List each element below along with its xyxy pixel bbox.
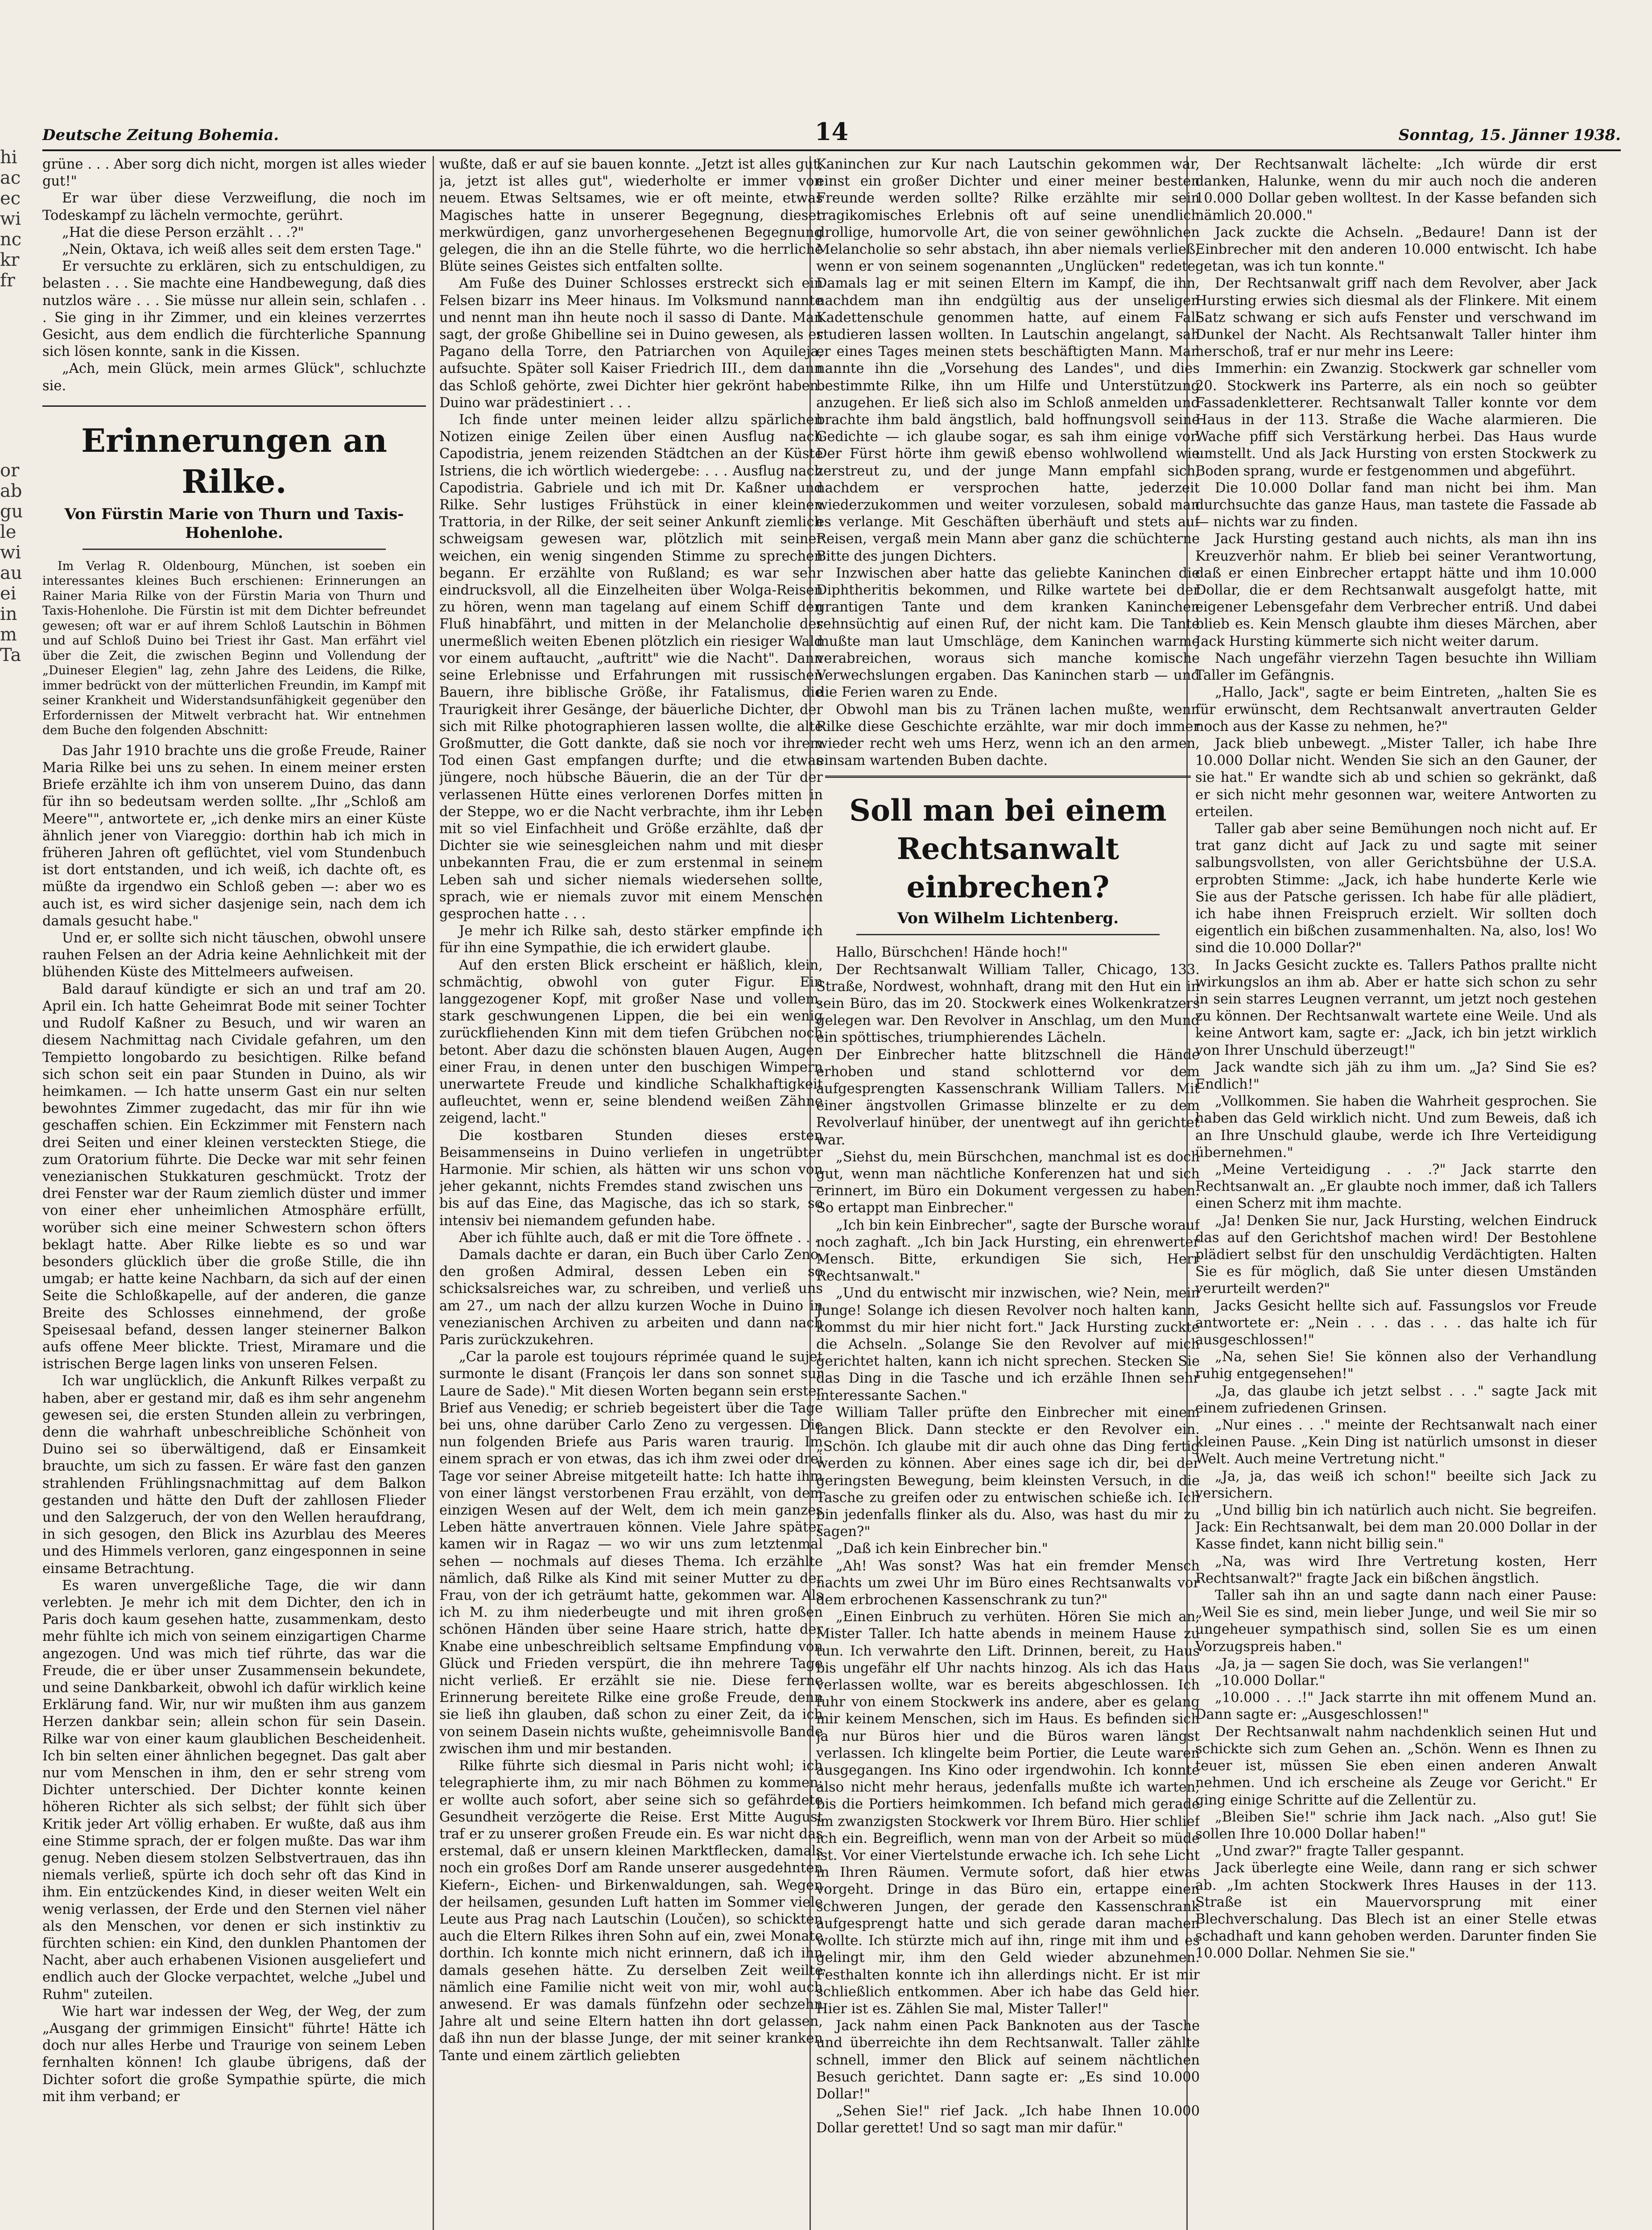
paragraph: Ich war unglücklich, die Ankunft Rilkes verpaßt zu haben, aber er gestand mir, daß es ihm sehr angenehm gewesen sei, die ersten Stunden allein zu verbringen, denn die wahrhaft unbeschreibliche Schönheit von Duino sei so überwältigend, daß er Einsamkeit brauchte, um sich zu fassen. Er wäre fast den ganzen strahlenden Frühlingsnachmittag auf dem Balkon gestanden und hätte den Duft der zahllosen Flieder und den Salzgeruch, der von den Wellen heraufdrang, in sich gesogen, den Blick ins Azurblau des Meeres und des Himmels verloren, ganz eingesponnen in seine einsame Betrachtung. — [42, 1373, 426, 1577]
paragraph: Damals dachte er daran, ein Buch über Carlo Zeno, den großen Admiral, dessen Leben ein so schicksalsreiches war, zu schreiben, und verließ uns am 27., um nach der allzu kurzen Woche in Duino in venezianischen Archiven zu arbeiten und dann nach Paris zurückzukehren. — [439, 1247, 823, 1348]
paragraph: Das Jahr 1910 brachte uns die große Freude, Rainer Maria Rilke bei uns zu sehen. In einem meiner ersten Briefe erzählte ich ihm von unserem Duino, das dann für ihn so bedeutsam werden sollte. „Ihr „Schloß am Meere"", antwortete er, „ich denke mirs an einer Küste ähnlich jener von Viareggio: dorthin hab ich mich in früheren Jahren oft geflüchtet, viel vom Stundenbuch ist dort entstanden, und ich weiß, ich dachte oft, es müßte da irgendwo ein Schloß geben —: aber wo es auch ist, es wird sicher dasjenige sein, nach dem ich damals gesucht habe." — [42, 743, 426, 929]
paragraph: „Bleiben Sie!" schrie ihm Jack nach. „Also gut! Sie sollen Ihre 10.000 Dollar haben!" — [1195, 1809, 1597, 1842]
paragraph: Jack nahm einen Pack Banknoten aus der Tasche und überreichte ihn dem Rechtsanwalt. Taller zählte schnell, immer den Blick auf seinem nächtlichen Besuch gerichtet. Dann sagte er: „Es sind 10.000 Dollar!" — [816, 2018, 1200, 2102]
paragraph: Inzwischen aber hatte das geliebte Kaninchen die Diphtheritis bekommen, und Rilke wartete bei der grantigen Tante und dem kranken Kaninchen sehnsüchtig auf einen Ruf, der nicht kam. Die Tante mußte man laut Umschläge, dem Kaninchen warme verabreichen, woraus sich manche komische Verwechslungen ergaben. Das Kaninchen starb — und die Ferien waren zu Ende. — [816, 565, 1200, 701]
paragraph: Jack wandte sich jäh zu ihm um. „Ja? Sind Sie es? Endlich!" — [1195, 1059, 1597, 1092]
paragraph: Ich finde unter meinen leider allzu spärlichen Notizen einige Zeilen über einen Ausflug nach Capodistria, jenem reizenden Städtchen an der Küste Istriens, die ich wörtlich wiedergebe: . . . Ausflug nach Capodistria. Gabriele und ich mit Dr. Kaßner und Rilke. Sehr lustiges Frühstück in einer kleinen Trattoria, in der Rilke, der seit seiner Ankunft ziemlich schweigsam gewesen war, plötzlich mit seiner weichen, ein wenig singenden Stimme zu sprechen begann. Er erzählte von Rußland; es war sehr eindrucksvoll, all die Einzelheiten über Wolga-Reisen zu hören, wenn man tagelang auf einem Schiff den Fluß hinabfährt, und mitten in der Melancholie der unermeßlich weiten Ebenen plötzlich ein riesiger Wald vor einem auftaucht, „auftritt" wie die Nacht". Dann seine Erlebnisse und Erfahrungen mit russischen Bauern, ihre biblische Größe, ihr Fatalismus, die Traurigkeit ihrer Gesänge, der bäuerliche Dichter, der sich mit Rilke photographieren lassen wollte, die alte Großmutter, die Gott dankte, daß sie noch vor ihrem Tod einen Gast empfangen durfte; und die etwas jüngere, noch hübsche Bäuerin, die an der Tür der verlassenen Hütte eines verlorenen Dorfes mitten in der Steppe, wo er die Nacht verbrachte, ihm ihr Leben mit so viel Einfachheit und Größe erzählte, daß der Dichter sie wie seinesgleichen nahm und mit dieser unbekannten Frau, die er zum erstenmal in seinem Leben sah und sicher niemals wiedersehen sollte, sprach, wie er niemals zuvor mit einem Menschen gesprochen hatte . . . — [439, 412, 823, 922]
paragraph: Jack blieb unbewegt. „Mister Taller, ich habe Ihre 10.000 Dollar nicht. Wenden Sie sich an den Gauner, der sie hat." Er wandte sich ab und schien so gekränkt, daß er sich nicht mehr gesonnen war, weitere Antworten zu erteilen. — [1195, 735, 1597, 820]
paragraph: „Sehen Sie!" rief Jack. „Ich habe Ihnen 10.000 Dollar gerettet! Und so sagt man mir dafür." — [816, 2103, 1200, 2136]
column-2 — [439, 156, 823, 2230]
paragraph: „Ja, das glaube ich jetzt selbst . . ." sagte Jack mit einem zufriedenen Grinsen. — [1195, 1383, 1597, 1416]
paragraph: wußte, daß er auf sie bauen konnte. „Jetzt ist alles gut, ja, jetzt ist alles gut", wiederholte er immer von neuem. Etwas Seltsames, wie er oft meinte, etwas Magisches hatte in unserer Begegnung, dieser merkwürdigen, ganz unvorhergesehenen Begegnung gelegen, die ihn an die Stelle führte, wo die herrliche Blüte seines Geistes sich entfalten sollte. — [439, 157, 823, 275]
paragraph: Rilke führte sich diesmal in Paris nicht wohl; ich telegraphierte ihm, zu mir nach Böhmen zu kommen: er wollte auch sofort, aber seine sich so gefährdete Gesundheit verzögerte die Reise. Erst Mitte August traf er zu unserer großen Freude ein. Es war nicht das erstemal, daß er unsern kleinen Marktflecken, damals noch ein großes Dorf am Rande unserer ausgedehnten Kiefern-, Eichen- und Birkenwaldungen, sah. Wegen der heilsamen, gesunden Luft hatten im Sommer viele Leute aus Prag nach Lautschin (Loučen), so schickten auch die Eltern Rilkes ihren Sohn auf ein, zwei Monate dorthin. Ich konnte mich nicht erinnern, daß ich ihn damals gesehen hätte. Zu derselben Zeit weilte nämlich eine Familie nicht weit von mir, wohl auch anwesend. Er was damals fünfzehn oder sechzehn Jahre alt und seine Eltern hatten ihn dort gelassen, daß ihn nun der blasse Junge, der mit seiner kranken Tante und einem zärtlich geliebten — [439, 1758, 823, 2064]
bleed-fragment: ec — [0, 188, 21, 209]
paragraph: Wie hart war indessen der Weg, der Weg, der zum „Ausgang der grimmigen Einsicht" führte! Hätte ich doch nur alles Herbe und Traurige von seinem Leben fernhalten können! Ich glaube übrigens, daß der Dichter sofort die große Sympathie spürte, die mich mit ihm verband; er — [42, 2003, 426, 2105]
article-divider — [825, 776, 1191, 778]
bleed-fragment: gu — [0, 501, 23, 522]
paragraph: „10.000 Dollar." — [1215, 1673, 1326, 1689]
bleed-fragment: le — [0, 522, 17, 542]
paragraph: „Hat die diese Person erzählt . . .?" — [62, 224, 304, 240]
paragraph: William Taller prüfte den Einbrecher mit einem langen Blick. Dann steckte er den Revolver ein. „Schön. Ich glaube mit dir auch ohne das Ding fertig werden zu können. Aber eines sage ich dir, bei der geringsten Bewegung, beim kleinsten Versuch, in die Tasche zu greifen oder zu entwischen schieße ich. Ich bin jedenfalls flinker als du. Also, was hast du mir zu sagen?" — [816, 1404, 1200, 1540]
paragraph: „Ja! Denken Sie nur, Jack Hursting, welchen Eindruck das auf den Gerichtshof machen wird! Der Bestohlene plädiert selbst für den unschuldig Verdächtigten. Halten Sie es für möglich, daß Sie unter diesen Umständen verurteilt werden?" — [1195, 1213, 1597, 1297]
bleed-fragment: fr — [0, 270, 15, 291]
article-intro: Im Verlag R. Oldenbourg, München, ist soeben ein interessantes kleines Buch erschienen: Erinnerungen an Rainer Maria Rilke von der Fürstin Maria von Thurn und Taxis-Hohenlohe. Die Fürstin ist mit dem Dichter befreundet gewesen; oft war er auf ihrem Schloß Lautschin in Böhmen und auf Schloß Duino bei Triest ihr Gast. Man erfährt viel über die Zeit, die zwischen Beginn und Vollendung der „Duineser Elegien" lag, zehn Jahre des Leidens, die Rilke, immer bedrückt von der mütterlichen Freundin, im Kampf mit seiner Krankheit und Widerstandsunfähigkeit gegenüber den Erfordernissen der Mitwelt verbracht hat. Wir entnehmen dem Buche den folgenden Abschnitt: — [42, 559, 426, 738]
paragraph: „Na, sehen Sie! Sie können also der Verhandlung ruhig entgegensehen!" — [1195, 1349, 1597, 1382]
article-title-rechtsanwalt: Soll man bei einem Rechtsanwalt einbrechen? — [849, 793, 1167, 905]
paragraph: Jack Hursting gestand auch nichts, als man ihn ins Kreuzverhör nahm. Er blieb bei seiner Verantwortung, daß er einen Einbrecher ertappt hätte und ihm 10.000 Dollar, die er dem Rechtsanwalt ausgefolgt hatte, mit eigener Lebensgefahr dem Verbrecher entriß. Und dabei blieb es. Kein Mensch glaubte ihm dieses Märchen, aber Jack Hursting kümmerte sich nicht weiter darum. — [1195, 531, 1597, 649]
paragraph: „Nein, Oktava, ich weiß alles seit dem ersten Tage." — [62, 242, 422, 258]
paragraph: In Jacks Gesicht zuckte es. Tallers Pathos prallte nicht wirkungslos an ihm ab. Aber er hatte sich schon zu sehr in sein starres Leugnen verrannt, um jetzt noch gestehen zu können. Der Rechtsanwalt wartete eine Weile. Und als keine Antwort kam, sagte er: „Jack, ich bin jetzt wirklich von Ihrer Unschuld überzeugt!" — [1195, 957, 1597, 1058]
story-continuation: grüne . . . Aber sorg dich nicht, morgen ist alles wieder gut!" — [42, 157, 426, 190]
paragraph: „Na, was wird Ihre Vertretung kosten, Herr Rechtsanwalt?" fragte Jack ein bißchen ängstlich. — [1195, 1553, 1597, 1586]
bleed-fragment: nc — [0, 229, 22, 250]
paragraph: Je mehr ich Rilke sah, desto stärker empfinde ich für ihn eine Sympathie, die ich erwidert glaube. — [439, 923, 823, 956]
column-4 — [1195, 156, 1597, 2230]
paragraph: Jack überlegte eine Weile, dann rang er sich schwer ab. „Im achten Stockwerk Ihres Hauses in der 113. Straße ist ein Mauervorsprung mit einer Blechverschalung. Das Blech ist an einer Stelle etwas schadhaft und kann gehoben werden. Darunter finden Sie 10.000 Dollar. Nehmen Sie sie." — [1195, 1860, 1597, 1962]
paragraph: „Ich bin kein Einbrecher", sagte der Bursche worauf noch zaghaft. „Ich bin Jack Hursting, ein ehrenwerter Mensch. Bitte, erkundigen Sie sich, Herr Rechtsanwalt." — [816, 1217, 1200, 1284]
paragraph: Er versuchte zu erklären, sich zu entschuldigen, zu belasten . . . Sie machte eine Handbewegung, daß dies nutzlos wäre . . . Sie müsse nur allein sein, schlafen . . . Sie ging in ihr Zimmer, und ein kleines verzerrtes Gesicht, aus dem endlich die fürchterliche Spannung sich lösen konnte, sank in die Kissen. — [42, 259, 426, 360]
bleed-fragment: m — [0, 624, 17, 645]
paragraph: „Siehst du, mein Bürschchen, manchmal ist es doch gut, wenn man nächtliche Konferenzen hat und sich erinnert, im Büro ein Dokument vergessen zu haben. So ertappt man Einbrecher." — [816, 1149, 1200, 1216]
paragraph: Bald darauf kündigte er sich an und traf am 20. April ein. Ich hatte Geheimrat Bode mit seiner Tochter und Rudolf Kaßner zu Besuch, und wir waren an diesem Nachmittag nach Cividale gefahren, um den Tempietto longobardo zu besichtigen. Rilke befand sich schon seit ein paar Stunden in Duino, als wir heimkamen. — Ich hatte unserm Gast ein nur selten bewohntes Zimmer zugedacht, das mir für ihn wie geschaffen schien. Ein Eckzimmer mit Fenstern nach drei Seiten und einer kleinen versteckten Stiege, die zum Oratorium führte. Die Decke war mit sehr feinen venezianischen Stukkaturen geschmückt. Trotz der drei Fenster war der Raum ziemlich düster und immer von einer eher unheimlichen Atmosphäre erfüllt, worüber sich eine meiner Schwestern schon öfters beklagt hatte. Aber Rilke liebte es so und war besonders glücklich über die große Stille, die ihn umgab; er hatte keine Nachbarn, da sich auf der einen Seite die Schloßkapelle, auf der anderen, die ganze Breite des Schlosses einnehmend, der große Speisesaal befand, dessen langer steinerner Balkon aufs offene Meer blickte. Triest, Miramare und die istrischen Berge lagen links von unseren Felsen. — [42, 981, 426, 1372]
paragraph: „Vollkommen. Sie haben die Wahrheit gesprochen. Sie haben das Geld wirklich nicht. Und zum Beweis, daß ich an Ihre Unschuld glaube, werde ich Ihre Verteidigung übernehmen." — [1195, 1094, 1597, 1160]
paragraph: „Nur eines . . ." meinte der Rechtsanwalt nach einer kleinen Pause. „Kein Ding ist natürlich umsonst in dieser Welt. Auch meine Vertretung nicht." — [1195, 1417, 1597, 1467]
paragraph: „Und zwar?" fragte Taller gespannt. — [1215, 1843, 1465, 1859]
article-byline: Von Wilhelm Lichtenberg. — [897, 909, 1119, 928]
paragraph: Am Fuße des Duiner Schlosses erstreckt sich ein Felsen bizarr ins Meer hinaus. Im Volksmund nannte und nennt man ihn heute noch il sasso di Dante. Man sagt, der große Ghibelline sei in Duino gewesen, als er Pagano della Torre, den Patriarchen von Aquileja, aufsuchte. Später soll Kaiser Friedrich III., dem dann das Schloß gehörte, zwei Dichter hier gekrönt haben. Duino war prädestiniert . . . — [439, 276, 823, 411]
paragraph: Der Rechtsanwalt William Taller, Chicago, 133. Straße, Nordwest, wohnhaft, drang mit den Hut ein in sein Büro, das im 20. Stockwerk eines Wolkenkratzers gelegen war. Den Revolver in Anschlag, um den Mund ein spöttisches, triumphierendes Lächeln. — [816, 962, 1200, 1046]
column-1 — [42, 156, 426, 2230]
paragraph: Der Rechtsanwalt lächelte: „Ich würde dir erst danken, Halunke, wenn du mir auch noch die anderen 10.000 Dollar geben wolltest. In der Kasse befanden sich nämlich 20.000." — [1195, 157, 1597, 223]
bleed-fragment: wi — [0, 542, 21, 563]
paragraph: Hallo, Bürschchen! Hände hoch!" — [836, 945, 1068, 961]
paragraph: Jacks Gesicht hellte sich auf. Fassungslos vor Freude antwortete er: „Nein . . . das . . . das halte ich für ausgeschlossen!" — [1195, 1298, 1597, 1348]
paragraph: Der Einbrecher hatte blitzschnell die Hände erhoben und stand schlotternd vor dem aufgesprengten Kassenschrank William Tallers. Mit einer ängstvollen Grimasse blinzelte er zu dem Revolverlauf hinüber, der unentwegt auf ihn gerichtet war. — [816, 1047, 1200, 1148]
paragraph: „Und billig bin ich natürlich auch nicht. Sie begreifen. Jack: Ein Rechtsanwalt, bei dem man 20.000 Dollar in der Kasse findet, kann nicht billig sein." — [1195, 1503, 1597, 1553]
paragraph: „Hallo, Jack", sagte er beim Eintreten, „halten Sie es für erwünscht, dem Rechtsanwalt anvertrauten Gelder noch aus der Kasse zu nehmen, he?" — [1195, 685, 1597, 735]
bleed-fragment: ei — [0, 583, 17, 604]
page-header — [42, 114, 1621, 151]
paragraph: Kaninchen zur Kur nach Lautschin gekommen war, einst ein großer Dichter und einer meiner besten Freunde werden sollte? Rilke erzählte mir sein tragikomisches Erlebnis oft auf seine unendlich drollige, humorvolle Art, die von seiner gewöhnlichen Melancholie so sehr abstach, ihn aber niemals verließ, wenn er von seinem sogenannten „Unglücken" redete. Damals lag er mit seinen Eltern im Kampf, die ihn, nachdem man ihn endgültig aus der unseligen Kadettenschule genommen hatte, auf einem Fall studieren lassen wollten. In Lautschin angelangt, sah er eines Tages meinen stets beschäftigten Mann. Man nannte ihn die „Vorsehung des Landes", und dies bestimmte Rilke, ihn um Hilfe und Unterstützung anzugehen. Er ließ sich also im Schloß anmelden und brachte ihm bald ängstlich, bald hoffnungsvoll seine Gedichte — ich glaube sogar, es sah ihm einige vor. Der Fürst hörte ihm gewiß ebenso wohlwollend wie zerstreut zu, und der junge Mann empfahl sich, nachdem er versprochen hatte, jederzeit wiederzukommen und weiter vorzulesen, sobald man es verlange. Mit Geschäften überhäuft und stets auf Reisen, vergaß mein Mann aber ganz die schüchterne Bitte des jungen Dichters. — [816, 157, 1200, 564]
column-rule — [433, 156, 434, 2230]
paragraph: Es waren unvergeßliche Tage, die wir dann verlebten. Je mehr ich mit dem Dichter, den ich in Paris doch kaum gesehen hatte, zusammenkam, desto mehr fühlte ich mich von seinem einzigartigen Charme angezogen. Und was mich tief rührte, das war die Freude, die er über unser Zusammensein bekundete, und seine Dankbarkeit, obwohl ich dafür wirklich keine Erklärung fand. Wir, nur wir mußten ihm aus ganzem Herzen dankbar sein; allein schon für sein Dasein. Rilke war von einer kaum glaublichen Bescheidenheit. Ich bin selten einer ähnlichen begegnet. Das galt aber nur vom Menschen in ihm, den er sehr streng vom Dichter unterschied. Der Dichter konnte keinen höheren Richter als sich selbst; der fühlt sich über Kritik jeder Art völlig erhaben. Er wußte, daß aus ihm eine Stimme sprach, der er folgen mußte. Das war ihm genug. Neben diesem stolzen Selbstvertrauen, das ihn niemals verließ, spürte ich doch sehr oft das Kind in ihm. Ein entzückendes Kind, in dieser weiten Welt ein wenig verlassen, der Erde und den Sternen viel näher als den Menschen, vor denen er sich instinktiv zu fürchten schien: ein Kind, den dunklen Phantomen der Nacht, aber auch erhabenen Visionen ausgeliefert und endlich auch der Glocke verpachtet, welche „Jubel und Ruhm" zuteilen. — [42, 1578, 426, 2003]
article-divider — [42, 405, 426, 407]
paragraph: Der Rechtsanwalt nahm nachdenklich seinen Hut und schickte sich zum Gehen an. „Schön. Wenn es Ihnen zu teuer ist, müssen Sie eben einen anderen Anwalt nehmen. Und ich erscheine als Zeuge vor Gericht." Er ging einige Schritte auf die Zellentür zu. — [1195, 1724, 1597, 1808]
page-number: 14 — [814, 117, 849, 146]
newspaper-name: Deutsche Zeitung Bohemia. — [42, 126, 279, 144]
paragraph: Er war über diese Verzweiflung, die noch im Todeskampf zu lächeln vermochte, gerührt. — [42, 190, 426, 223]
bleed-fragment: ac — [0, 168, 21, 188]
previous-page-bleed — [0, 147, 31, 665]
paragraph: Die 10.000 Dollar fand man nicht bei ihm. Man durchsuchte das ganze Haus, man tastete die Fassade ab — nichts war zu finden. — [1195, 480, 1597, 530]
paragraph: Und er, er sollte sich nicht täuschen, obwohl unsere rauhen Felsen an der Adria keine Aehnlichkeit mit der blühenden Küste des Mittelmeers aufweisen. — [42, 930, 426, 980]
paragraph: Jack zuckte die Achseln. „Bedaure! Dann ist der Einbrecher mit den anderen 10.000 entwischt. Ich habe getan, was ich tun konnte." — [1195, 224, 1597, 275]
paragraph: „Ah! Was sonst? Was hat ein fremder Mensch nachts um zwei Uhr im Büro eines Rechtsanwalts vor dem erbrochenen Kassenschrank zu tun?" — [816, 1558, 1200, 1608]
paragraph: Nach ungefähr vierzehn Tagen besuchte ihn William Taller im Gefängnis. — [1195, 650, 1597, 684]
paragraph: „Meine Verteidigung . . .?" Jack starrte den Rechtsanwalt an. „Er glaubte noch immer, daß ich Tallers einen Scherz mit ihm machte. — [1195, 1161, 1597, 1212]
paragraph: Obwohl man bis zu Tränen lachen mußte, wenn Rilke diese Geschichte erzählte, war mir doch immer wieder recht weh ums Herz, wenn ich an den armen, einsam wartenden Buben dachte. — [816, 702, 1200, 769]
issue-date: Sonntag, 15. Jänner 1938. — [1398, 126, 1621, 144]
paragraph: „Ja, ja, das weiß ich schon!" beeilte sich Jack zu versichern. — [1195, 1468, 1597, 1501]
paragraph: Aber ich fühlte auch, daß er mit die Tore öffnete . . . — [459, 1230, 819, 1246]
byline-divider — [856, 934, 1160, 935]
paragraph: Immerhin: ein Zwanzig. Stockwerk gar schneller vom 20. Stockwerk ins Parterre, als ein noch so geübter Fassadenkletterer. Rechtsanwalt Taller konnte vor dem Haus in der 113. Straße die Wache alarmieren. Die Wache pfiff sich Verstärkung herbei. Das Haus wurde umstellt. Und als Jack Hursting von ersten Stockwerk zu Boden sprang, wurde er festgenommen und abgeführt. — [1195, 361, 1597, 479]
paragraph: Der Rechtsanwalt griff nach dem Revolver, aber Jack Hursting erwies sich diesmal als der Flinkere. Mit einem Satz schwang er sich aufs Fenster und verschwand im Dunkel der Nacht. Als Rechtsanwalt Taller hinter ihm herschoß, traf er nur mehr ins Leere: — [1195, 276, 1597, 360]
bleed-fragment: or — [0, 460, 20, 481]
paragraph: Die kostbaren Stunden dieses ersten Beisammenseins in Duino verliefen in ungetrübter Harmonie. Mir schien, als hätten wir uns schon von jeher gekannt, nichts Fremdes stand zwischen uns — bis auf das Eine, das Magische, das ich so stark, so intensiv bei niemandem gefunden habe. — [439, 1127, 823, 1229]
paragraph: Taller sah ihn an und sagte dann nach einer Pause: „Weil Sie es sind, mein lieber Junge, und weil Sie mir so ungeheuer sympathisch sind, sollen Sie es um einen Vorzugspreis haben." — [1195, 1588, 1597, 1655]
bleed-fragment: Ta — [0, 645, 21, 665]
bleed-fragment: in — [0, 604, 17, 624]
paragraph: Taller gab aber seine Bemühungen noch nicht auf. Er trat ganz dicht auf Jack zu und sagte mit seiner salbungsvollsten, von aller Gerichtsbühne der U.S.A. erprobten Stimme: „Jack, ich habe hunderte Kerle wie Sie aus der Patsche gerissen. Ich habe für alle plädiert, ich habe ihnen Freispruch erzielt. Wir sollten doch eigentlich ein bißchen zusammenhalten. Na, also, los! Wo sind die 10.000 Dollar?" — [1195, 821, 1597, 956]
bleed-fragment: kr — [0, 250, 20, 270]
bleed-fragment: wi — [0, 209, 21, 229]
column-3 — [816, 156, 1200, 2230]
paragraph: „Daß ich kein Einbrecher bin." — [836, 1541, 1048, 1557]
paragraph: „Car la parole est toujours réprimée quand le sujet surmonte le disant (François ler dans son sonnet sur Laure de Sade)." Mit diesen Worten begann sein erster Brief aus Venedig; er schrieb begeistert über die Tage bei uns, ohne darüber Carlo Zeno zu vergessen. Die nun folgenden Briefe aus Paris waren traurig. Im einem sprach er von etwas, das ich ihm zwei oder drei Tage vor seiner Abreise mitgeteilt hatte: Ich hatte ihm von einer längst verstorbenen Frau erzählt, von dem einzigen Wesen auf der Welt, dem ich mein ganzes Leben hätte anvertrauen können. Viele Jahre später kamen wir in Ragaz — wo wir uns zum letztenmal sehen — nochmals auf dieses Thema. Ich erzählte nämlich, daß Rilke als Kind mit seiner Mutter zu der Frau, von der ich geträumt hatte, gekommen war. Als ich M. zu ihm niederbeugte und mit ihren großen schönen Händen über seine Haare strich, hatte der Knabe eine unbeschreiblich seltsame Empfindung von Glück und Frieden verspürt, die ihn mehrere Tage nicht verließ. Er erzählt sie nie. Diese ferne Erinnerung bereitete Rilke eine große Freude, denn sie ließ ihn glauben, daß schon zu einer Zeit, da ich von seinem Dasein nichts wußte, geheimnisvolle Bande zwischen ihm und mir bestanden. — [439, 1349, 823, 1757]
paragraph: „10.000 . . .!" Jack starrte ihn mit offenem Mund an. Dann sagte er: „Ausgeschlossen!" — [1195, 1690, 1597, 1723]
article-title-rilke: Erinnerungen an Rilke. — [81, 421, 387, 500]
article-byline: Von Fürstin Marie von Thurn und Taxis-Hohenlohe. — [64, 505, 404, 542]
bleed-fragment: ab — [0, 481, 22, 501]
paragraph: Auf den ersten Blick erscheint er häßlich, klein, schmächtig, obwohl von guter Figur. Ein langgezogener Kopf, mit großer Nase und vollem, stark geschwungenen Lippen, die bei ein wenig zurückfliehenden Kinn mit dem tiefen Grübchen noch betont. Aber dazu die schönsten blauen Augen, Augen einer Frau, in denen unter den buschigen Wimpern unerwartete Freude und kindliche Schalkhaftigkeit aufleuchtet, wenn er, seine blendend weißen Zähne zeigend, lacht." — [439, 957, 823, 1127]
paragraph: „Ach, mein Glück, mein armes Glück", schluchzte sie. — [42, 361, 426, 394]
paragraph: „Ja, ja — sagen Sie doch, was Sie verlangen!" — [1215, 1656, 1530, 1672]
paragraph: „Und du entwischt mir inzwischen, wie? Nein, mein Junge! Solange ich diesen Revolver noch halten kann, kommst du mir hier nicht fort." Jack Hursting zuckte die Achseln. „Solange Sie den Revolver auf mich gerichtet halten, kann ich nicht sprechen. Stecken Sie das Ding in die Tasche und ich erzähle Ihnen sehr interessante Sachen." — [816, 1285, 1200, 1404]
paragraph: „Einen Einbruch zu verhüten. Hören Sie mich an, Mister Taller. Ich hatte abends in meinem Hause zu tun. Ich verwahrte den Lift. Drinnen, bereit, zu Haus bis ungefähr elf Uhr nachts hinzog. Als ich das Haus verlassen wollte, war es bereits abgeschlossen. Ich fuhr von einem Stockwerk ins andere, aber es gelang mir keinem Menschen, sich im Haus. Es befinden sich ja nur Büros hier und die Büros waren längst verlassen. Ich klingelte beim Portier, die Leute waren ausgegangen. Ins Kino oder irgendwohin. Ich konnte also nicht mehr heraus, jedenfalls mußte ich warten, bis die Portiers heimkommen. Ich befand mich gerade im zwanzigsten Stockwerk vor Ihrem Büro. Hier schlief ich ein. Begreiflich, wenn man von der Arbeit so müde ist. Vor einer Viertelstunde erwache ich. Ich sehe Licht in Ihren Räumen. Vermute sofort, daß hier etwas vorgeht. Dringe in das Büro ein, ertappe einen schweren Jungen, der gerade den Kassenschrank aufgesprengt hatte und sich gerade daran machen wollte. Ich stürzte mich auf ihn, ringe mit ihm und es gelingt mir, ihm den Geld wieder abzunehmen. Festhalten konnte ich ihn allerdings nicht. Er ist mir schließlich entkommen. Aber ich habe das Geld hier. Hier ist es. Zählen Sie mal, Mister Taller!" — [816, 1609, 1200, 2017]
bleed-fragment: hi — [0, 147, 17, 168]
byline-divider — [83, 549, 386, 550]
bleed-fragment: au — [0, 563, 22, 583]
